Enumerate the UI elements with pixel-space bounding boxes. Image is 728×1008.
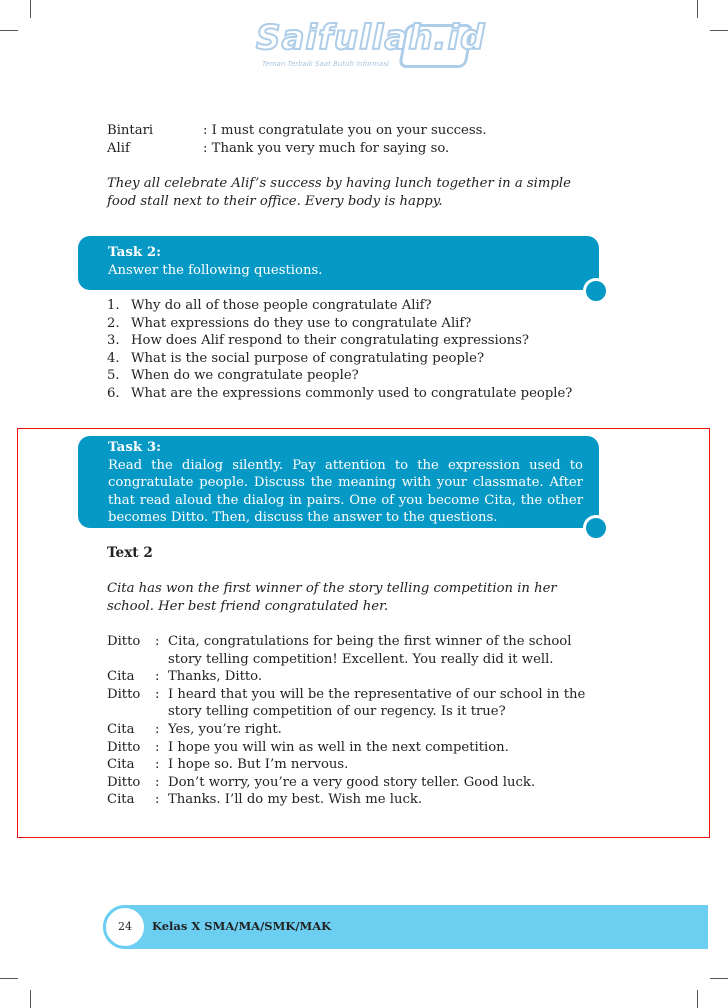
questions-list xyxy=(107,297,583,403)
dialog-line: Cita : I hope so. But I’m nervous. xyxy=(107,757,349,773)
task-3-text: Read the dialog silently. Pay attention to the expression used to congratulate people. Discuss the meaning with your classmate. After that read aloud the dialog in pairs. One of you become Cita, the other becomes Ditto. Then, discuss the answer to the questions. xyxy=(108,457,583,526)
dialog-text: : Thank you very much for saying so. xyxy=(203,141,450,156)
text-2-dialog xyxy=(107,633,587,809)
watermark-title: Saifullah.id xyxy=(256,18,486,58)
dialog-line: Ditto : I heard that you will be the representative of our school in the story telling competition of our regency. Is it true? xyxy=(107,686,586,720)
task-2-box xyxy=(78,236,599,290)
task-3-title: Task 3: xyxy=(108,439,162,455)
crop-mark xyxy=(710,978,728,979)
task-2-bullet-dot xyxy=(583,278,609,304)
dialog-line: Ditto : Don’t worry, you’re a very good story teller. Good luck. xyxy=(107,774,536,790)
text-2-intro: Cita has won the first winner of the story telling competition in her school. Her best friend congratulated her. xyxy=(107,581,557,614)
question-item: 6. What are the expressions commonly used to congratulate people? xyxy=(107,385,573,401)
page-number: 24 xyxy=(103,905,147,949)
dialog-line: Cita : Thanks, Ditto. xyxy=(107,669,263,685)
watermark-logo xyxy=(252,18,486,78)
text-2-heading: Text 2 xyxy=(107,545,153,561)
crop-mark xyxy=(710,30,728,31)
question-item: 2. What expressions do they use to congratulate Alif? xyxy=(107,315,472,331)
dialog-line: Cita : Thanks. I’ll do my best. Wish me luck. xyxy=(107,792,423,808)
speaker-name: Bintari xyxy=(107,123,154,138)
question-item: 1. Why do all of those people congratulate Alif? xyxy=(107,298,432,313)
intro-dialog-line xyxy=(107,122,487,140)
crop-mark xyxy=(697,990,698,1008)
book-title: Kelas X SMA/MA/SMK/MAK xyxy=(152,919,332,933)
dialog-line: Ditto : I hope you will win as well in the next competition. xyxy=(107,739,509,755)
task-2-text: Answer the following questions. xyxy=(108,262,323,278)
task-3-box xyxy=(78,436,599,528)
crop-mark xyxy=(0,978,18,979)
crop-mark xyxy=(697,0,698,18)
task-3-bullet-dot xyxy=(583,515,609,541)
question-item: 5. When do we congratulate people? xyxy=(107,368,359,384)
dialog-text: : I must congratulate you on your success. xyxy=(203,123,487,138)
task-2-title: Task 2: xyxy=(108,244,162,260)
dialog-line: Cita : Yes, you’re right. xyxy=(107,721,282,737)
speaker-name: Alif xyxy=(107,141,130,156)
intro-dialog-line xyxy=(107,140,450,158)
narration-paragraph: They all celebrate Alif’s success by having lunch together in a simple food stall next to their office. Every body is happy. xyxy=(107,176,571,209)
crop-mark xyxy=(0,30,18,31)
crop-mark xyxy=(30,0,31,18)
question-item: 4. What is the social purpose of congratulating people? xyxy=(107,350,485,366)
watermark-subtitle: Teman Terbaik Saat Butuh Informasi xyxy=(262,60,389,68)
dialog-line: Ditto : Cita, congratulations for being the first winner of the school story telling competition! Excellent. You really did it well. xyxy=(107,634,572,667)
crop-mark xyxy=(30,990,31,1008)
question-item: 3. How does Alif respond to their congratulating expressions? xyxy=(107,333,529,349)
